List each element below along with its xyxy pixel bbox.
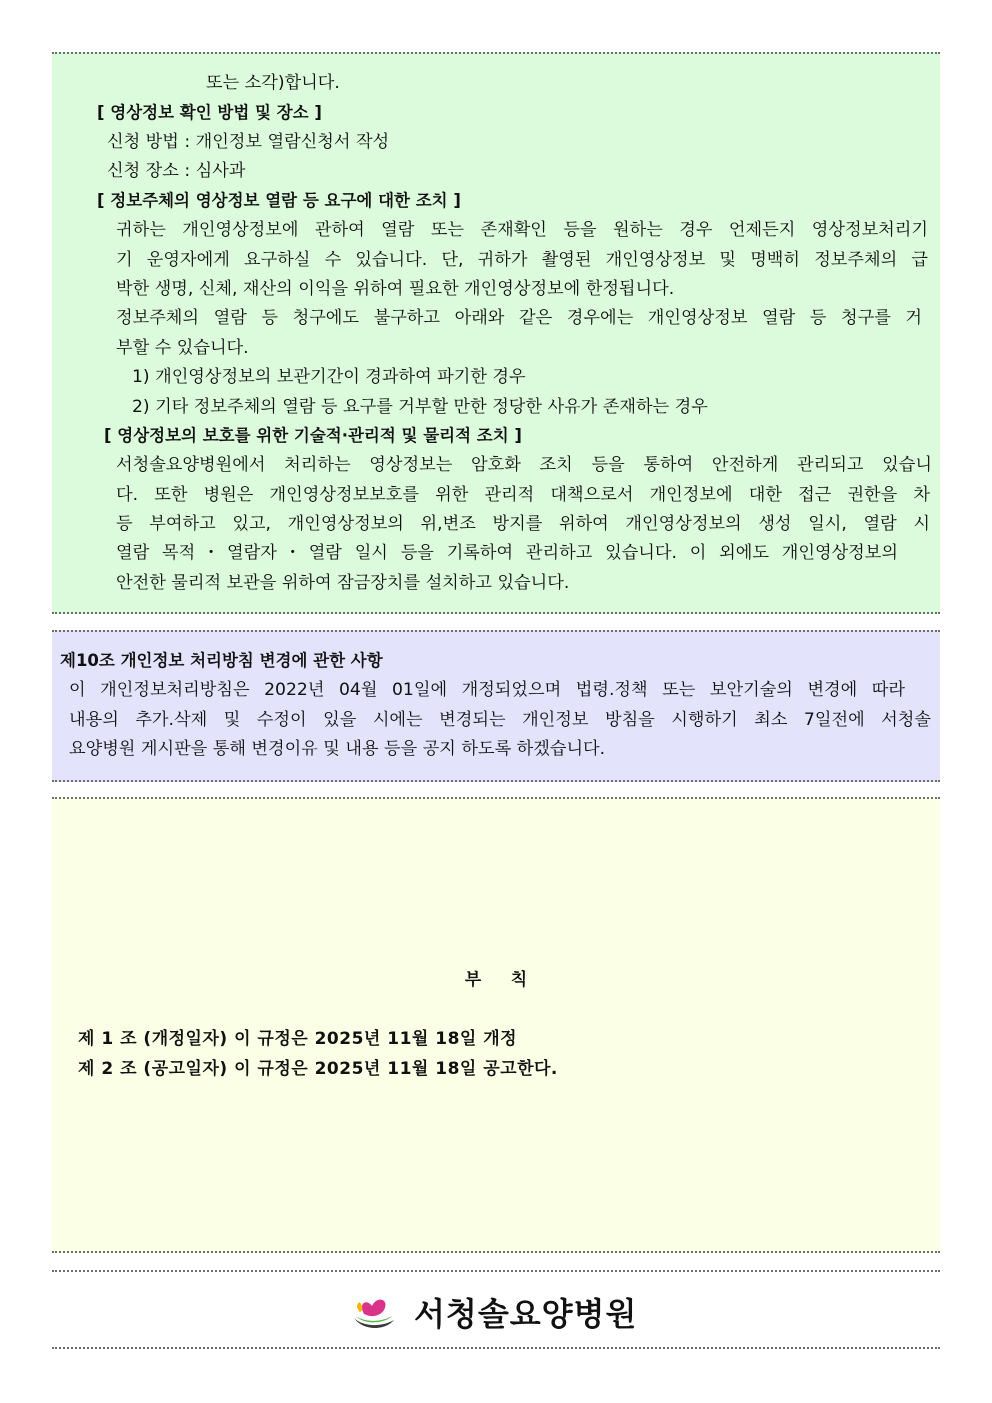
para2-line2: 부할 수 있습니다. xyxy=(116,338,249,358)
video-info-section xyxy=(52,52,940,614)
para1-line1: 귀하는 개인영상정보에 관하여 열람 또는 존재확인 등을 원하는 경우 언제든지 영상정보처리기 xyxy=(116,220,928,240)
para3-line3: 등 부여하고 있고, 개인영상정보의 위,변조 방지를 위하여 개인영상정보의 생성 일시, 열람 시 xyxy=(116,514,930,534)
article-10-section xyxy=(52,630,940,782)
article-10-line2: 내용의 추가.삭제 및 수정이 있을 시에는 변경되는 개인정보 방침을 시행하기 최소 7일전에 서청솔 xyxy=(69,710,931,730)
request-method: 신청 방법 : 개인정보 열람신청서 작성 xyxy=(107,132,390,152)
hospital-logo-icon xyxy=(350,1292,398,1332)
para3-line5: 안전한 물리적 보관을 위하여 잠금장치를 설치하고 있습니다. xyxy=(116,573,570,593)
para1-line3: 박한 생명, 신체, 재산의 이익을 위하여 필요한 개인영상정보에 한정됩니다. xyxy=(116,279,675,299)
continued-text: 또는 소각)합니다. xyxy=(206,73,340,93)
request-place: 신청 장소 : 심사과 xyxy=(107,161,246,181)
para1-line2: 기 운영자에게 요구하실 수 있습니다. 단, 귀하가 촬영된 개인영상정보 및 명백히 정보주체의 급 xyxy=(116,250,928,270)
para2-line1: 정보주체의 열람 등 청구에도 불구하고 아래와 같은 경우에는 개인영상정보 열람 등 청구를 거 xyxy=(116,308,922,328)
addenda-section xyxy=(52,797,940,1253)
hospital-name: 서청솔요양병원 xyxy=(414,1295,638,1333)
refusal-case-1: 1) 개인영상정보의 보관기간이 경과하여 파기한 경우 xyxy=(132,367,526,387)
para3-line1: 서청솔요양병원에서 처리하는 영상정보는 암호화 조치 등을 통하여 안전하게 관리되고 있습니 xyxy=(116,455,932,475)
article-10-line1: 이 개인정보처리방침은 2022년 04월 01일에 개정되었으며 법령.정책 또는 보안기술의 변경에 따라 xyxy=(69,680,905,700)
article-10-title: 제10조 개인정보 처리방침 변경에 관한 사항 xyxy=(60,651,383,670)
addenda-article-1: 제 1 조 (개정일자) 이 규정은 2025년 11월 18일 개정 xyxy=(78,1029,518,1049)
para3-line2: 다. 또한 병원은 개인영상정보보호를 위한 관리적 대책으로서 개인정보에 대한 접근 권한을 차 xyxy=(116,485,930,505)
article-10-line3: 요양병원 게시판을 통해 변경이유 및 내용 등을 공지 하도록 하겠습니다. xyxy=(69,739,606,759)
addenda-article-2: 제 2 조 (공고일자) 이 규정은 2025년 11월 18일 공고한다. xyxy=(78,1059,558,1079)
para3-line4: 열람 목적・열람자・열람 일시 등을 기록하여 관리하고 있습니다. 이 외에도 개인영상정보의 xyxy=(116,543,898,563)
addenda-title: 부 칙 xyxy=(464,970,528,990)
heading-protection-measures: [ 영상정보의 보호를 위한 기술적·관리적 및 물리적 조치 ] xyxy=(104,426,522,445)
heading-video-check: [ 영상정보 확인 방법 및 장소 ] xyxy=(97,103,322,122)
hospital-logo xyxy=(350,1284,637,1340)
heading-access-request: [ 정보주체의 영상정보 열람 등 요구에 대한 조치 ] xyxy=(97,191,461,210)
refusal-case-2: 2) 기타 정보주체의 열람 등 요구를 거부할 만한 정당한 사유가 존재하는 경우 xyxy=(132,397,708,417)
footer xyxy=(52,1270,940,1349)
